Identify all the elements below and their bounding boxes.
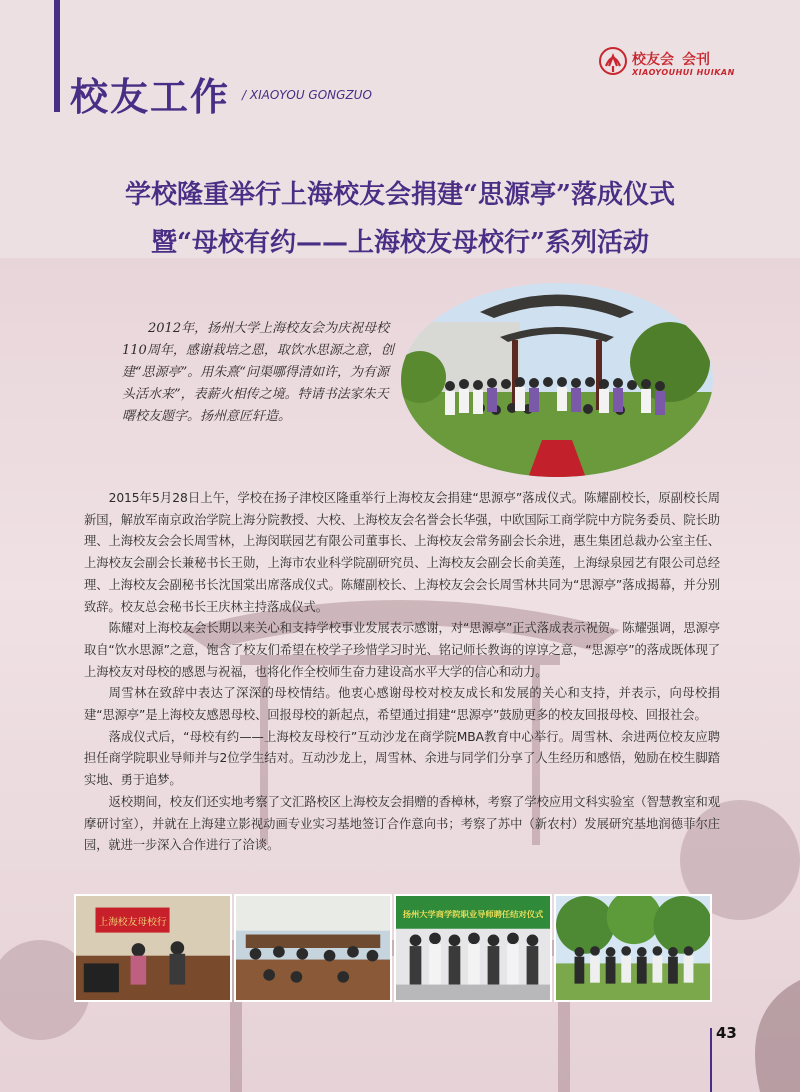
section-accent-bar [54, 0, 60, 112]
article-paragraph: 2015年5月28日上午，学校在扬子津校区隆重举行上海校友会捐建“思源亭”落成仪式。陈耀副校长，原副校长周新国，解放军南京政治学院上海分院教授、大校、上海校友会名誉会长华强，中欧国际工商学院中方院务委员、院长助理、上海校友会会长周雪林，上海闵联园艺有限公司董事长、上海校友会常务副会长余进，惠生集团总裁办公室主任、上海校友会副会长兼秘书长王勋，上海市农业科学院副研究员、上海校友会副会长俞美莲，上海绿泉园艺有限公司总经理、上海校友会副秘书长沈国棠出席落成仪式。陈耀副校长、上海校友会会长周雪林共同为“思源亭”落成揭幕，并分别致辞。校友总会秘书长王庆林主持落成仪式。 [84, 491, 720, 614]
corner-decoration [700, 980, 800, 1092]
journal-title [632, 49, 710, 69]
journal-subtitle: XIAOYOUHUI HUIKAN [632, 68, 735, 77]
article-body [84, 488, 720, 857]
pavilion-group-photo [400, 282, 714, 478]
article-paragraph: 周雪林在致辞中表达了深深的母校情结。他衷心感谢母校对校友成长和发展的关心和支持，并表示，向母校捐建“思源亭”是上海校友感恩母校、回报母校的新起点，希望通过捐建“思源亭”鼓励更多的校友回报母校、回报社会。 [84, 686, 720, 723]
article-paragraph: 落成仪式后，“母校有约——上海校友母校行”互动沙龙在商学院MBA教育中心举行。周雪林、余进两位校友应聘担任商学院职业导师并与2位学生结对。互动沙龙上，周雪林、余进与同学们分享了人生经历和感悟，勉励在校生脚踏实地、勇于追梦。 [84, 729, 720, 788]
header-background [0, 0, 800, 258]
photo-manor-visit [554, 894, 712, 1002]
journal-title-main: 校友会 [632, 52, 674, 68]
section-subtitle: / XIAOYOU GONGZUO [242, 88, 372, 102]
journal-title-accent: 会刊 [682, 52, 710, 68]
photo-signing-ceremony [74, 894, 232, 1002]
photo-banner-text: 扬州大学商学院职业导师聘任结对仪式 [402, 909, 544, 920]
page-number-rule [710, 1028, 712, 1092]
alumni-logo-icon [598, 46, 628, 76]
section-title: 校友工作 [70, 75, 231, 119]
page-number: 43 [716, 1024, 737, 1042]
photo-salon-meeting [234, 894, 392, 1002]
headline-line-1: 学校隆重举行上海校友会捐建“思源亭”落成仪式 [125, 180, 675, 210]
photo-banner-text: 上海校友母校行 [98, 916, 167, 928]
article-paragraph: 返校期间，校友们还实地考察了文汇路校区上海校友会捐赠的香樟林，考察了学校应用文科实验室（智慧教室和观摩研讨室），并就在上海建立影视动画专业实习基地签订合作意向书；考察了苏中（新农村）发展研究基地润德菲尔庄园，就进一步深入合作进行了洽谈。 [84, 794, 720, 853]
photo-caption: 2012年，扬州大学上海校友会为庆祝母校110周年，感谢栽培之恩，取饮水思源之意，创建“思源亭”。用朱熹“问渠哪得清如许，为有源头活水来”，表薪火相传之境。特请书法家朱天曙校友题字。扬州意匠轩造。 [122, 321, 394, 424]
photo-mentor-ceremony [394, 894, 552, 1002]
article-paragraph: 陈耀对上海校友会长期以来关心和支持学校事业发展表示感谢，对“思源亭”正式落成表示祝贺。陈耀强调，思源亭取自“饮水思源”之意，饱含了校友们希望在校学子珍惜学习时光、铭记师长教诲的谆谆之意，“思源亭”的落成既体现了上海校友对母校的感恩与祝福，也将化作全校师生奋力建设高水平大学的信心和动力。 [84, 621, 720, 679]
headline-line-2: 暨“母校有约——上海校友母校行”系列活动 [151, 228, 649, 258]
